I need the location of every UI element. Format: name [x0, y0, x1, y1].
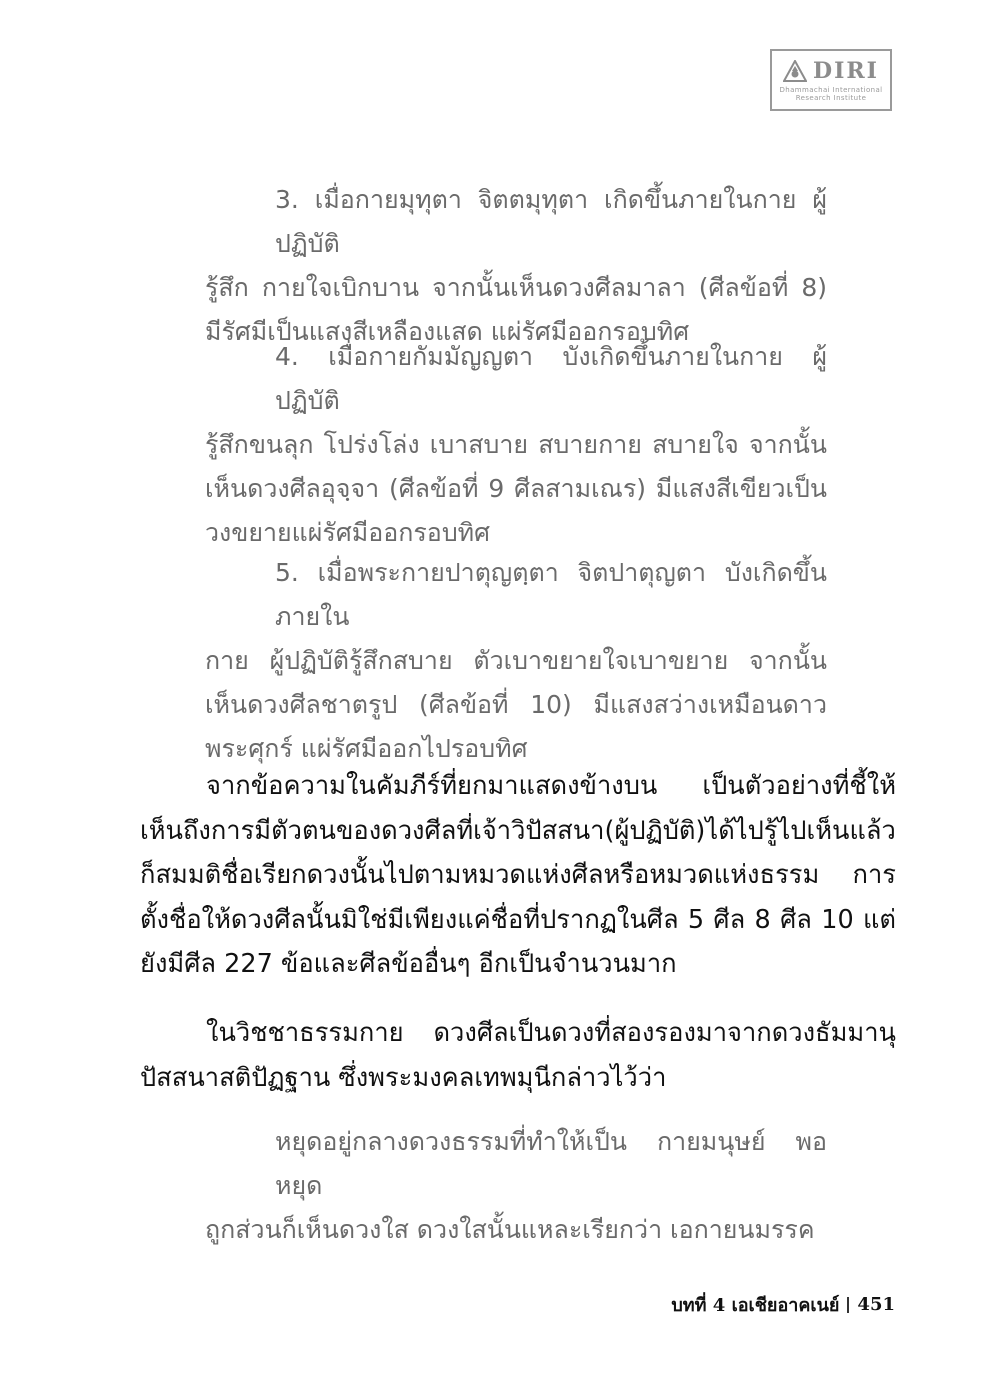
quote-item-3-body: รู้สึก กายใจเบิกบาน จากนั้นเห็นดวงศีลมาลา (ศีลข้อที่ 8) มีรัศมีเป็นแสงสีเหลืองแสด แผ่รัศมีออกรอบทิศ [205, 273, 827, 346]
logo-subtitle-line2: Research Institute [795, 94, 867, 102]
logo-subtitle-line1: Dhammachai International [779, 85, 883, 94]
quote-item-4-first-line: 4. เมื่อกายกัมมัญญตา บังเกิดขึ้นภายในกาย ผู้ปฏิบัติ [275, 342, 827, 415]
chapter-title: บทที่ 4 เอเชียอาคเนย์ [671, 1295, 840, 1316]
quote-item-5-first-line: 5. เมื่อพระกายปาตุญตฺตา จิตปาตุญตา บังเกิดขึ้นภายใน [275, 558, 827, 631]
body-paragraph-1: จากข้อความในคัมภีร์ที่ยกมาแสดงข้างบน เป็นตัวอย่างที่ชี้ให้เห็นถึงการมีตัวตนของดวงศีลที่เจ้าวิปัสสนา(ผู้ปฏิบัติ)ได้ไปรู้ไปเห็นแล้วก็สมมติชื่อเรียกดวงนั้นไปตามหมวดแห่งศีลหรือหมวดแห่งธรรม การตั้งชื่อให้ดวงศีลนั้นมิใช่มีเพียงแค่ชื่อที่ปรากฏในศีล 5 ศีล 8 ศีล 10 แต่ยังมีศีล 227 ข้อและศีลข้ออื่นๆ อีกเป็นจำนวนมาก [140, 771, 896, 979]
quote-item-5-body: กาย ผู้ปฏิบัติรู้สึกสบาย ตัวเบาขยายใจเบาขยาย จากนั้นเห็นดวงศีลชาตรูป (ศีลข้อที่ 10) มีแสงสว่างเหมือนดาวพระศุกร์ แผ่รัศมีออกไปรอบทิศ [205, 646, 827, 763]
quote-item-3 [205, 178, 827, 354]
page-footer [671, 1290, 895, 1319]
quote-item-4-body: รู้สึกขนลุก โปร่งโล่ง เบาสบาย สบายกาย สบายใจ จากนั้นเห็นดวงศีลอุจฺจา (ศีลข้อที่ 9 ศีลสามเณร) มีแสงสีเขียวเป็นวงขยายแผ่รัศมีออกรอบทิศ [205, 430, 827, 547]
logo-text: DIRI [813, 57, 879, 84]
final-quote [205, 1120, 827, 1252]
logo-row [783, 58, 879, 84]
body-paragraph-2: ในวิชชาธรรมกาย ดวงศีลเป็นดวงที่สองรองมาจากดวงธัมมานุปัสสนาสติปัฏฐาน ซึ่งพระมงคลเทพมุนีกล่าวไว้ว่า [140, 1018, 896, 1093]
quote-item-4 [205, 335, 827, 555]
page-number: 451 [857, 1294, 895, 1315]
quote-item-5 [205, 551, 827, 771]
quote-item-3-first-line: 3. เมื่อกายมุทุตา จิตตมุทุตา เกิดขึ้นภายในกาย ผู้ปฏิบัติ [275, 185, 827, 258]
dhammachai-triangle-icon [783, 60, 807, 82]
final-quote-line1: หยุดอยู่กลางดวงธรรมที่ทำให้เป็น กายมนุษย์ พอหยุด [275, 1127, 827, 1200]
diri-logo [770, 49, 892, 111]
final-quote-line2: ถูกส่วนก็เห็นดวงใส ดวงใสนั้นแหละเรียกว่า เอกายนมรรค [205, 1215, 815, 1244]
footer-separator [847, 1297, 849, 1313]
logo-subtitle [779, 86, 882, 102]
